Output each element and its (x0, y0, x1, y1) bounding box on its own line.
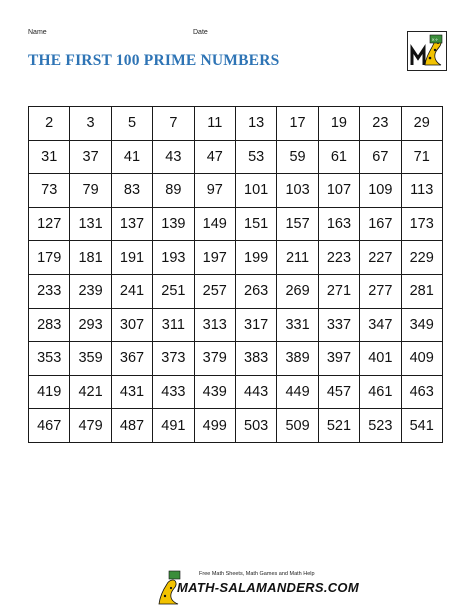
prime-cell: 409 (401, 342, 442, 376)
table-row (29, 308, 443, 342)
prime-cell: 23 (360, 107, 401, 141)
prime-cell: 53 (235, 140, 276, 174)
prime-cell: 359 (70, 342, 111, 376)
salamander-logo-icon (407, 31, 447, 71)
prime-cell: 127 (29, 207, 70, 241)
prime-cell: 83 (111, 174, 152, 208)
prime-cell: 197 (194, 241, 235, 275)
prime-cell: 269 (277, 274, 318, 308)
prime-cell: 149 (194, 207, 235, 241)
prime-cell: 107 (318, 174, 359, 208)
prime-cell: 19 (318, 107, 359, 141)
prime-cell: 449 (277, 375, 318, 409)
prime-cell: 59 (277, 140, 318, 174)
page-title: THE FIRST 100 PRIME NUMBERS (28, 52, 280, 69)
prime-cell: 193 (153, 241, 194, 275)
prime-cell: 233 (29, 274, 70, 308)
prime-cell: 191 (111, 241, 152, 275)
prime-cell: 61 (318, 140, 359, 174)
prime-cell: 491 (153, 409, 194, 443)
prime-cell: 37 (70, 140, 111, 174)
svg-text:×÷: ×÷ (431, 37, 439, 42)
prime-cell: 337 (318, 308, 359, 342)
primes-table (28, 106, 443, 443)
prime-cell: 349 (401, 308, 442, 342)
prime-cell: 487 (111, 409, 152, 443)
prime-cell: 5 (111, 107, 152, 141)
prime-cell: 73 (29, 174, 70, 208)
prime-cell: 41 (111, 140, 152, 174)
prime-cell: 89 (153, 174, 194, 208)
footer-logo (153, 568, 359, 608)
prime-cell: 353 (29, 342, 70, 376)
table-row (29, 342, 443, 376)
prime-cell: 251 (153, 274, 194, 308)
prime-cell: 397 (318, 342, 359, 376)
prime-cell: 241 (111, 274, 152, 308)
prime-cell: 229 (401, 241, 442, 275)
prime-cell: 151 (235, 207, 276, 241)
prime-cell: 521 (318, 409, 359, 443)
prime-cell: 11 (194, 107, 235, 141)
prime-cell: 239 (70, 274, 111, 308)
prime-cell: 43 (153, 140, 194, 174)
name-label: Name (28, 29, 47, 36)
prime-cell: 263 (235, 274, 276, 308)
prime-cell: 503 (235, 409, 276, 443)
prime-cell: 347 (360, 308, 401, 342)
prime-cell: 317 (235, 308, 276, 342)
date-label: Date (193, 29, 208, 36)
prime-cell: 293 (70, 308, 111, 342)
prime-cell: 389 (277, 342, 318, 376)
prime-cell: 157 (277, 207, 318, 241)
prime-cell: 431 (111, 375, 152, 409)
prime-cell: 257 (194, 274, 235, 308)
prime-cell: 331 (277, 308, 318, 342)
prime-cell: 17 (277, 107, 318, 141)
prime-cell: 29 (401, 107, 442, 141)
prime-cell: 167 (360, 207, 401, 241)
prime-cell: 379 (194, 342, 235, 376)
footer-brand: MATH-SALAMANDERS.COM (177, 580, 359, 595)
prime-cell: 2 (29, 107, 70, 141)
prime-cell: 71 (401, 140, 442, 174)
table-row (29, 207, 443, 241)
prime-cell: 463 (401, 375, 442, 409)
prime-cell: 13 (235, 107, 276, 141)
prime-cell: 479 (70, 409, 111, 443)
prime-cell: 271 (318, 274, 359, 308)
prime-cell: 421 (70, 375, 111, 409)
prime-cell: 3 (70, 107, 111, 141)
prime-cell: 181 (70, 241, 111, 275)
prime-cell: 211 (277, 241, 318, 275)
prime-cell: 7 (153, 107, 194, 141)
prime-cell: 113 (401, 174, 442, 208)
prime-cell: 139 (153, 207, 194, 241)
prime-cell: 311 (153, 308, 194, 342)
prime-cell: 443 (235, 375, 276, 409)
prime-cell: 179 (29, 241, 70, 275)
prime-cell: 383 (235, 342, 276, 376)
table-row (29, 241, 443, 275)
prime-cell: 277 (360, 274, 401, 308)
prime-cell: 109 (360, 174, 401, 208)
prime-cell: 457 (318, 375, 359, 409)
prime-cell: 173 (401, 207, 442, 241)
prime-cell: 467 (29, 409, 70, 443)
table-row (29, 274, 443, 308)
prime-cell: 433 (153, 375, 194, 409)
table-row (29, 107, 443, 141)
prime-cell: 541 (401, 409, 442, 443)
prime-cell: 131 (70, 207, 111, 241)
prime-cell: 313 (194, 308, 235, 342)
prime-cell: 283 (29, 308, 70, 342)
prime-cell: 373 (153, 342, 194, 376)
prime-cell: 79 (70, 174, 111, 208)
prime-cell: 47 (194, 140, 235, 174)
primes-table-body (29, 107, 443, 443)
table-row (29, 409, 443, 443)
prime-cell: 367 (111, 342, 152, 376)
prime-cell: 281 (401, 274, 442, 308)
prime-cell: 439 (194, 375, 235, 409)
prime-cell: 523 (360, 409, 401, 443)
table-row (29, 375, 443, 409)
prime-cell: 461 (360, 375, 401, 409)
prime-cell: 499 (194, 409, 235, 443)
prime-cell: 137 (111, 207, 152, 241)
prime-cell: 223 (318, 241, 359, 275)
prime-cell: 419 (29, 375, 70, 409)
prime-cell: 31 (29, 140, 70, 174)
prime-cell: 307 (111, 308, 152, 342)
prime-cell: 97 (194, 174, 235, 208)
prime-cell: 401 (360, 342, 401, 376)
table-row (29, 140, 443, 174)
prime-cell: 163 (318, 207, 359, 241)
prime-cell: 103 (277, 174, 318, 208)
prime-cell: 227 (360, 241, 401, 275)
footer-tagline: Free Math Sheets, Math Games and Math Help (199, 571, 315, 577)
prime-cell: 67 (360, 140, 401, 174)
prime-cell: 509 (277, 409, 318, 443)
prime-cell: 199 (235, 241, 276, 275)
prime-cell: 101 (235, 174, 276, 208)
table-row (29, 174, 443, 208)
